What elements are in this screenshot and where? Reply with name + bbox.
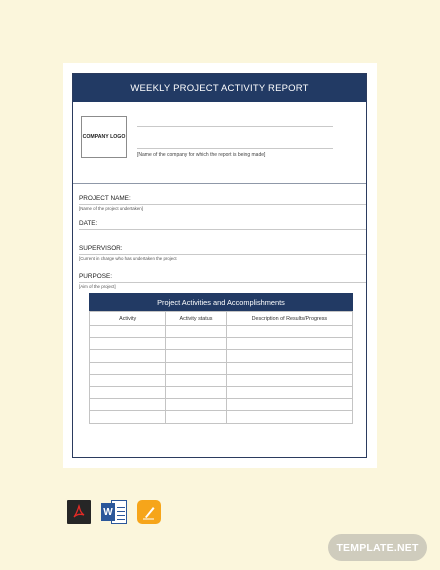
- field-label: DATE:: [79, 220, 98, 227]
- app-icons: [67, 500, 161, 524]
- field-label: PURPOSE:: [79, 273, 113, 280]
- company-caption: [Name of the company for which the report is being made]: [137, 152, 266, 158]
- word-w-glyph: W: [101, 503, 115, 521]
- table-cell[interactable]: [226, 386, 352, 398]
- acrobat-pdf-icon[interactable]: [67, 500, 91, 524]
- field-note: [Name of the project undertaken]: [79, 206, 143, 211]
- field-purpose: [79, 273, 366, 289]
- template-net-brand-badge[interactable]: TEMPLATE.NET: [328, 534, 427, 561]
- activities-table: [89, 293, 353, 424]
- table-cell[interactable]: [90, 411, 166, 423]
- column-header-status: Activity status: [166, 312, 226, 326]
- company-section: [73, 102, 366, 184]
- table-body: [90, 326, 353, 424]
- column-header-description: Description of Results/Progress: [226, 312, 352, 326]
- table-header-row: [90, 312, 353, 326]
- table-cell[interactable]: [90, 374, 166, 386]
- table-row: [90, 326, 353, 338]
- table-cell[interactable]: [90, 386, 166, 398]
- field-line: [79, 254, 366, 255]
- table-row: [90, 386, 353, 398]
- company-name-line: [137, 148, 333, 149]
- table-cell[interactable]: [166, 350, 226, 362]
- table-cell[interactable]: [226, 399, 352, 411]
- table-cell[interactable]: [90, 338, 166, 350]
- table-row: [90, 362, 353, 374]
- table-cell[interactable]: [226, 326, 352, 338]
- report-title: WEEKLY PROJECT ACTIVITY REPORT: [73, 74, 366, 102]
- company-name-line: [137, 126, 333, 127]
- table-row: [90, 411, 353, 423]
- word-icon[interactable]: [101, 500, 127, 524]
- field-supervisor: [79, 245, 366, 261]
- table-row: [90, 399, 353, 411]
- table-cell[interactable]: [226, 411, 352, 423]
- field-line: [79, 229, 366, 230]
- table-cell[interactable]: [166, 374, 226, 386]
- field-date: [79, 220, 366, 230]
- field-note: [Aim of the project]: [79, 284, 116, 289]
- pages-icon[interactable]: [137, 500, 161, 524]
- table-title: Project Activities and Accomplishments: [89, 293, 353, 311]
- table-row: [90, 338, 353, 350]
- table-cell[interactable]: [226, 338, 352, 350]
- table-cell[interactable]: [226, 374, 352, 386]
- table-cell[interactable]: [166, 399, 226, 411]
- table-cell[interactable]: [166, 411, 226, 423]
- field-project-name: [79, 195, 366, 211]
- table-cell[interactable]: [166, 386, 226, 398]
- field-label: SUPERVISOR:: [79, 245, 123, 252]
- column-header-activity: Activity: [90, 312, 166, 326]
- table-row: [90, 374, 353, 386]
- table-cell[interactable]: [90, 362, 166, 374]
- field-note: [Current in charge who has undertaken the project: [79, 256, 177, 261]
- acrobat-glyph-icon: [71, 504, 87, 520]
- field-label: PROJECT NAME:: [79, 195, 131, 202]
- company-logo-placeholder: COMPANY LOGO: [81, 116, 127, 158]
- table-cell[interactable]: [226, 350, 352, 362]
- table-cell[interactable]: [90, 350, 166, 362]
- table-cell[interactable]: [90, 399, 166, 411]
- report-form: [72, 73, 367, 458]
- table-cell[interactable]: [166, 362, 226, 374]
- table-cell[interactable]: [166, 338, 226, 350]
- table-cell[interactable]: [226, 362, 352, 374]
- field-line: [79, 282, 366, 283]
- table-cell[interactable]: [90, 326, 166, 338]
- table-cell[interactable]: [166, 326, 226, 338]
- table-row: [90, 350, 353, 362]
- pages-pen-glyph-icon: [142, 504, 156, 520]
- field-line: [79, 204, 366, 205]
